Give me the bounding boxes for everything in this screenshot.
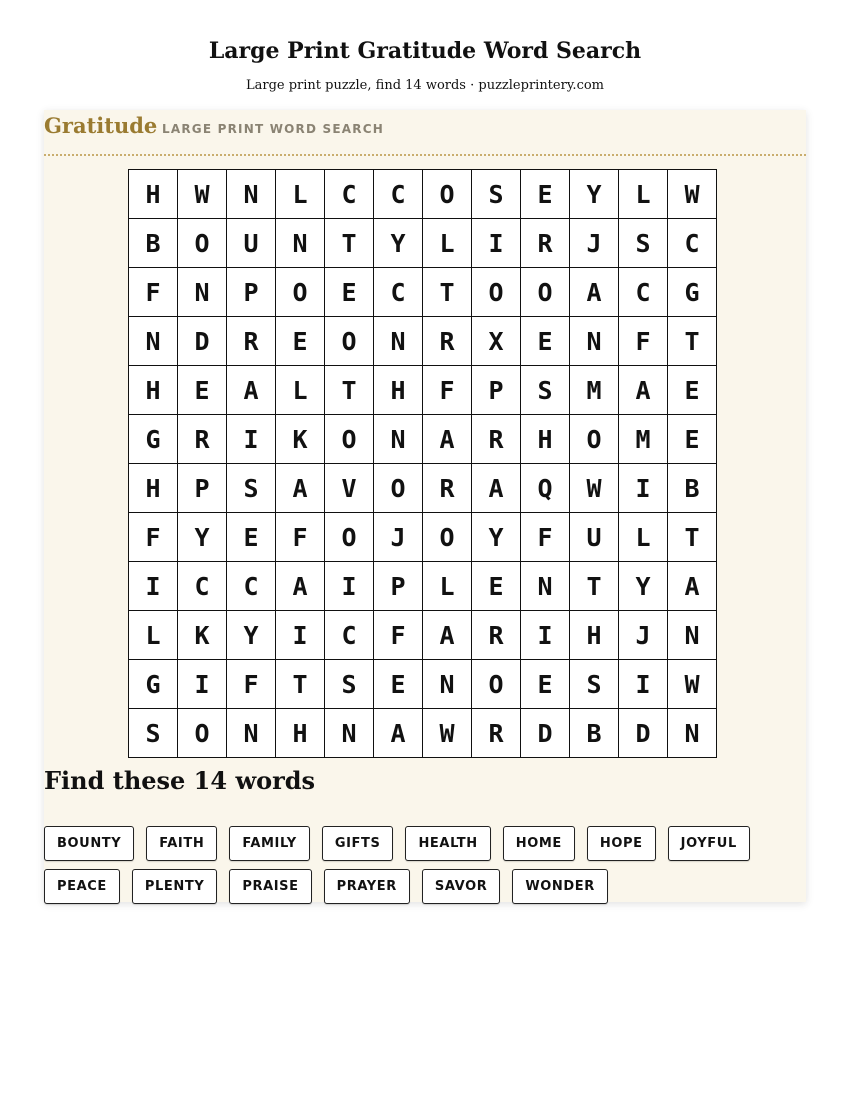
grid-cell: L (423, 562, 472, 611)
grid-cell: T (325, 366, 374, 415)
grid-cell: T (423, 268, 472, 317)
grid-cell: N (521, 562, 570, 611)
grid-cell: F (129, 513, 178, 562)
grid-cell: R (178, 415, 227, 464)
grid-cell: H (129, 464, 178, 513)
grid-cell: N (227, 709, 276, 758)
grid-cell: B (129, 219, 178, 268)
grid-cell: N (129, 317, 178, 366)
puzzle-type-label: LARGE PRINT WORD SEARCH (162, 122, 384, 136)
grid-cell: O (472, 660, 521, 709)
grid-cell: E (521, 660, 570, 709)
grid-cell: H (521, 415, 570, 464)
grid-cell: L (619, 170, 668, 219)
grid-cell: E (178, 366, 227, 415)
grid-cell: O (178, 709, 227, 758)
card-header (44, 110, 806, 156)
grid-cell: S (570, 660, 619, 709)
grid-cell: R (423, 317, 472, 366)
grid-cell: S (521, 366, 570, 415)
grid-cell: I (472, 219, 521, 268)
grid-cell: U (227, 219, 276, 268)
grid-cell: R (521, 219, 570, 268)
grid-cell: E (668, 415, 717, 464)
grid-cell: C (374, 170, 423, 219)
grid-cell: H (276, 709, 325, 758)
grid-cell: I (521, 611, 570, 660)
grid-cell: F (374, 611, 423, 660)
grid-cell: E (521, 317, 570, 366)
grid-cell: H (129, 170, 178, 219)
grid-cell: R (423, 464, 472, 513)
grid-cell: F (129, 268, 178, 317)
grid-cell: X (472, 317, 521, 366)
grid-row (129, 660, 717, 709)
grid-cell: I (325, 562, 374, 611)
grid-cell: J (374, 513, 423, 562)
grid-cell: A (423, 415, 472, 464)
grid-cell: E (276, 317, 325, 366)
grid-cell: A (570, 268, 619, 317)
grid-cell: N (276, 219, 325, 268)
grid-cell: P (374, 562, 423, 611)
grid-cell: C (374, 268, 423, 317)
grid-cell: H (570, 611, 619, 660)
grid-cell: A (668, 562, 717, 611)
word-chip: BOUNTY (44, 826, 134, 861)
grid-cell: F (276, 513, 325, 562)
grid-cell: O (276, 268, 325, 317)
grid-row (129, 366, 717, 415)
grid-cell: E (668, 366, 717, 415)
word-chip: PEACE (44, 869, 120, 904)
grid-row (129, 219, 717, 268)
grid-cell: O (423, 513, 472, 562)
grid-cell: A (276, 464, 325, 513)
grid-cell: T (668, 317, 717, 366)
grid-row (129, 317, 717, 366)
grid-cell: N (668, 611, 717, 660)
grid-cell: A (374, 709, 423, 758)
grid-cell: T (276, 660, 325, 709)
grid-cell: N (668, 709, 717, 758)
grid-cell: F (521, 513, 570, 562)
grid-cell: Y (227, 611, 276, 660)
grid-cell: G (668, 268, 717, 317)
word-chip: GIFTS (322, 826, 394, 861)
grid-cell: C (227, 562, 276, 611)
page-title: Large Print Gratitude Word Search (208, 38, 642, 64)
grid-cell: N (570, 317, 619, 366)
grid-cell: O (423, 170, 472, 219)
grid-cell: A (227, 366, 276, 415)
word-chip: HOPE (587, 826, 656, 861)
word-chip: FAMILY (229, 826, 310, 861)
grid-cell: A (276, 562, 325, 611)
word-list-heading: Find these 14 words (44, 766, 316, 795)
grid-cell: G (129, 660, 178, 709)
grid-cell: T (668, 513, 717, 562)
grid-cell: A (619, 366, 668, 415)
grid-cell: I (227, 415, 276, 464)
grid-cell: S (472, 170, 521, 219)
grid-cell: F (423, 366, 472, 415)
page-subtitle: Large print puzzle, find 14 words · puzzleprintery.com (245, 78, 605, 93)
grid-cell: B (668, 464, 717, 513)
grid-cell: S (325, 660, 374, 709)
grid-row (129, 170, 717, 219)
grid-cell: M (570, 366, 619, 415)
grid-cell: C (325, 611, 374, 660)
word-chip: HEALTH (405, 826, 490, 861)
grid-cell: Y (374, 219, 423, 268)
grid-cell: N (227, 170, 276, 219)
grid-row (129, 562, 717, 611)
grid-cell: B (570, 709, 619, 758)
grid-cell: F (619, 317, 668, 366)
grid-cell: N (325, 709, 374, 758)
grid-cell: E (521, 170, 570, 219)
grid-cell: L (276, 366, 325, 415)
grid-cell: K (276, 415, 325, 464)
grid-cell: L (423, 219, 472, 268)
grid-cell: E (325, 268, 374, 317)
grid-cell: O (374, 464, 423, 513)
grid-cell: I (276, 611, 325, 660)
grid-cell: O (325, 317, 374, 366)
grid-cell: W (423, 709, 472, 758)
grid-cell: P (472, 366, 521, 415)
grid-cell: I (619, 464, 668, 513)
grid-cell: D (619, 709, 668, 758)
grid-row (129, 268, 717, 317)
word-chip: JOYFUL (668, 826, 750, 861)
grid-cell: U (570, 513, 619, 562)
grid-cell: Y (472, 513, 521, 562)
grid-cell: Q (521, 464, 570, 513)
word-list (44, 826, 784, 904)
grid-cell: N (178, 268, 227, 317)
grid-cell: I (178, 660, 227, 709)
grid-cell: R (472, 415, 521, 464)
grid-cell: D (178, 317, 227, 366)
grid-cell: W (570, 464, 619, 513)
grid-row (129, 513, 717, 562)
grid-cell: A (472, 464, 521, 513)
grid-cell: G (129, 415, 178, 464)
grid-cell: L (129, 611, 178, 660)
word-chip: SAVOR (422, 869, 500, 904)
word-chip: HOME (503, 826, 575, 861)
grid-cell: Y (570, 170, 619, 219)
grid-cell: M (619, 415, 668, 464)
grid-cell: A (423, 611, 472, 660)
grid-cell: N (374, 415, 423, 464)
grid-cell: S (227, 464, 276, 513)
grid-cell: O (325, 415, 374, 464)
word-chip: PLENTY (132, 869, 217, 904)
grid-row (129, 709, 717, 758)
grid-cell: E (374, 660, 423, 709)
grid-cell: P (178, 464, 227, 513)
grid-cell: O (325, 513, 374, 562)
grid-cell: H (129, 366, 178, 415)
grid-cell: O (570, 415, 619, 464)
puzzle-theme-title: Gratitude (44, 113, 158, 138)
grid-cell: O (521, 268, 570, 317)
grid-cell: R (472, 611, 521, 660)
grid-row (129, 415, 717, 464)
grid-cell: L (276, 170, 325, 219)
grid-cell: N (423, 660, 472, 709)
grid-cell: W (668, 660, 717, 709)
grid-cell: S (129, 709, 178, 758)
grid-row (129, 611, 717, 660)
grid-cell: E (227, 513, 276, 562)
grid-cell: P (227, 268, 276, 317)
grid-cell: F (227, 660, 276, 709)
word-chip: FAITH (146, 826, 217, 861)
word-chip: WONDER (512, 869, 608, 904)
grid-cell: T (570, 562, 619, 611)
grid-cell: R (472, 709, 521, 758)
grid-cell: L (619, 513, 668, 562)
grid-cell: J (619, 611, 668, 660)
grid-cell: K (178, 611, 227, 660)
grid-cell: C (619, 268, 668, 317)
grid-cell: T (325, 219, 374, 268)
grid-cell: J (570, 219, 619, 268)
grid-cell: R (227, 317, 276, 366)
letter-grid (128, 169, 717, 758)
grid-cell: C (325, 170, 374, 219)
grid-cell: Y (178, 513, 227, 562)
grid-cell: S (619, 219, 668, 268)
grid-cell: V (325, 464, 374, 513)
word-chip: PRAYER (324, 869, 410, 904)
grid-cell: C (178, 562, 227, 611)
puzzle-card (44, 110, 806, 902)
grid-cell: W (668, 170, 717, 219)
grid-cell: W (178, 170, 227, 219)
grid-cell: E (472, 562, 521, 611)
grid-cell: N (374, 317, 423, 366)
grid-cell: O (472, 268, 521, 317)
grid-cell: D (521, 709, 570, 758)
grid-cell: I (619, 660, 668, 709)
grid-row (129, 464, 717, 513)
grid-cell: O (178, 219, 227, 268)
grid-cell: C (668, 219, 717, 268)
grid-cell: Y (619, 562, 668, 611)
word-chip: PRAISE (229, 869, 311, 904)
grid-cell: H (374, 366, 423, 415)
grid-cell: I (129, 562, 178, 611)
